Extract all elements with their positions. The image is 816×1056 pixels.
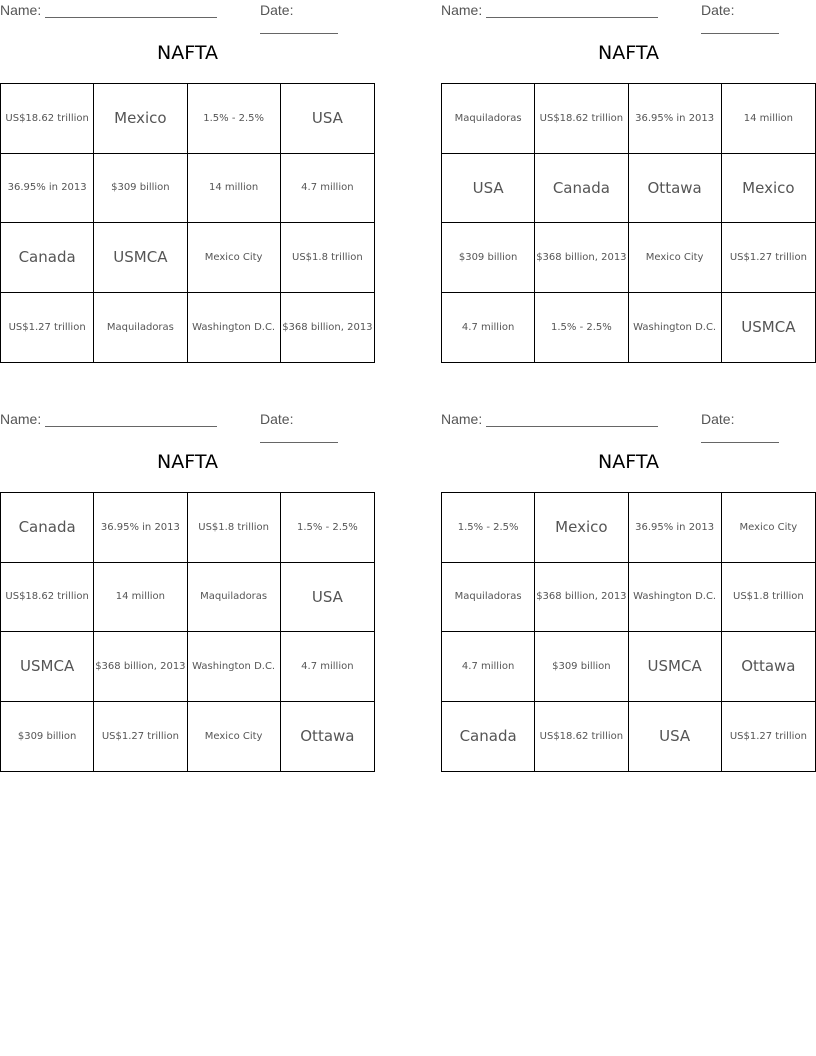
bingo-cell[interactable]: Mexico	[722, 154, 815, 224]
bingo-cell[interactable]: US$1.27 trillion	[729, 730, 807, 742]
bingo-grid	[441, 83, 816, 363]
bingo-cell[interactable]: USMCA	[629, 632, 722, 702]
bingo-cell[interactable]: 36.95% in 2013	[629, 493, 722, 563]
date-label: Date:	[701, 2, 735, 18]
card-header	[0, 0, 375, 20]
bingo-cell[interactable]: 36.95% in 2013	[1, 154, 94, 224]
bingo-cell[interactable]: US$18.62 trillion	[535, 702, 628, 772]
date-field	[701, 411, 816, 443]
bingo-cell[interactable]: US$18.62 trillion	[535, 84, 628, 154]
bingo-cell[interactable]: Maquiladoras	[94, 293, 187, 363]
card-title: NAFTA	[157, 42, 218, 64]
bingo-cell[interactable]: 4.7 million	[442, 293, 535, 363]
bingo-cell[interactable]: USMCA	[741, 318, 796, 337]
date-field	[260, 411, 375, 443]
bingo-cell[interactable]: Canada	[442, 702, 535, 772]
bingo-cell[interactable]: US$1.8 trillion	[281, 223, 374, 293]
name-blank[interactable]	[486, 411, 658, 427]
bingo-cell[interactable]: 1.5% - 2.5%	[442, 493, 535, 563]
name-field	[0, 411, 217, 427]
bingo-cell[interactable]: Washington D.C.	[188, 632, 281, 702]
bingo-cell[interactable]: 1.5% - 2.5%	[188, 84, 281, 154]
bingo-cell[interactable]: Mexico	[535, 493, 628, 563]
bingo-cell[interactable]: USMCA	[94, 223, 187, 293]
name-blank[interactable]	[486, 2, 658, 18]
date-blank[interactable]	[701, 18, 779, 34]
bingo-cell[interactable]: Washington D.C.	[188, 293, 281, 363]
bingo-cell[interactable]: 36.95% in 2013	[629, 84, 722, 154]
name-label: Name:	[0, 2, 42, 18]
card-header	[0, 409, 375, 429]
bingo-cell[interactable]: $309 billion	[1, 702, 94, 772]
bingo-cell[interactable]: USA	[442, 154, 535, 224]
card-title: NAFTA	[598, 42, 659, 64]
bingo-cell[interactable]: Maquiladoras	[442, 84, 535, 154]
card-title: NAFTA	[598, 451, 659, 473]
bingo-cell[interactable]: US$18.62 trillion	[1, 84, 94, 154]
bingo-cell[interactable]: Mexico City	[188, 702, 281, 772]
card-title: NAFTA	[157, 451, 218, 473]
bingo-cell[interactable]: 4.7 million	[442, 632, 535, 702]
bingo-cell[interactable]: $368 billion, 2013	[94, 632, 187, 702]
bingo-cell[interactable]: USA	[281, 563, 374, 633]
date-blank[interactable]	[260, 18, 338, 34]
date-field	[701, 2, 816, 34]
bingo-cell[interactable]: Canada	[535, 154, 628, 224]
bingo-cell[interactable]: US$1.27 trillion	[94, 702, 187, 772]
date-label: Date:	[701, 411, 735, 427]
bingo-grid	[0, 83, 375, 363]
bingo-cell[interactable]: Mexico City	[188, 223, 281, 293]
bingo-cell[interactable]: US$1.27 trillion	[1, 293, 94, 363]
bingo-cell[interactable]: US$18.62 trillion	[1, 563, 94, 633]
card-header	[441, 0, 816, 20]
bingo-cell[interactable]: $368 billion, 2013	[535, 223, 628, 293]
bingo-cell[interactable]: US$1.8 trillion	[722, 563, 815, 633]
bingo-cell[interactable]: 4.7 million	[281, 632, 374, 702]
name-blank[interactable]	[45, 2, 217, 18]
bingo-cell[interactable]: Mexico City	[629, 223, 722, 293]
bingo-cell[interactable]: $368 billion, 2013	[282, 321, 373, 333]
bingo-card-3	[0, 409, 375, 784]
bingo-cell[interactable]: Canada	[1, 493, 94, 563]
bingo-cell[interactable]: Canada	[1, 223, 94, 293]
bingo-cell[interactable]: 4.7 million	[281, 154, 374, 224]
name-field	[441, 411, 658, 427]
bingo-cell[interactable]: 14 million	[94, 563, 187, 633]
bingo-cell[interactable]: 1.5% - 2.5%	[281, 493, 374, 563]
name-label: Name:	[441, 2, 483, 18]
bingo-grid	[441, 492, 816, 772]
bingo-cell[interactable]: Ottawa	[629, 154, 722, 224]
bingo-grid	[0, 492, 375, 772]
bingo-cell[interactable]: $309 billion	[442, 223, 535, 293]
bingo-cell[interactable]: Washington D.C.	[629, 563, 722, 633]
bingo-cell[interactable]: Maquiladoras	[188, 563, 281, 633]
bingo-cell[interactable]: Ottawa	[722, 632, 815, 702]
card-header	[441, 409, 816, 429]
bingo-card-1	[0, 0, 375, 375]
date-blank[interactable]	[260, 427, 338, 443]
bingo-cell[interactable]: USA	[281, 84, 374, 154]
bingo-cell[interactable]: Washington D.C.	[629, 293, 722, 363]
bingo-cell[interactable]: $309 billion	[535, 632, 628, 702]
bingo-cell[interactable]: 36.95% in 2013	[94, 493, 187, 563]
name-label: Name:	[441, 411, 483, 427]
bingo-cell[interactable]: $309 billion	[94, 154, 187, 224]
name-field	[0, 2, 217, 18]
bingo-cell[interactable]: Maquiladoras	[442, 563, 535, 633]
date-blank[interactable]	[701, 427, 779, 443]
bingo-cell[interactable]: 1.5% - 2.5%	[535, 293, 628, 363]
name-label: Name:	[0, 411, 42, 427]
bingo-card-4	[441, 409, 816, 784]
bingo-cell[interactable]: US$1.27 trillion	[722, 223, 815, 293]
bingo-cell[interactable]: USA	[629, 702, 722, 772]
bingo-cell[interactable]: $368 billion, 2013	[535, 563, 628, 633]
name-blank[interactable]	[45, 411, 217, 427]
name-field	[441, 2, 658, 18]
bingo-cell[interactable]: Mexico	[94, 84, 187, 154]
bingo-cell[interactable]: 14 million	[722, 84, 815, 154]
bingo-card-2	[441, 0, 816, 375]
date-label: Date:	[260, 411, 294, 427]
bingo-cell[interactable]: US$1.8 trillion	[188, 493, 281, 563]
bingo-cell[interactable]: 14 million	[188, 154, 281, 224]
bingo-cell[interactable]: Ottawa	[300, 727, 355, 746]
date-field	[260, 2, 375, 34]
bingo-cell[interactable]: USMCA	[1, 632, 94, 702]
date-label: Date:	[260, 2, 294, 18]
bingo-cell[interactable]: Mexico City	[722, 493, 815, 563]
